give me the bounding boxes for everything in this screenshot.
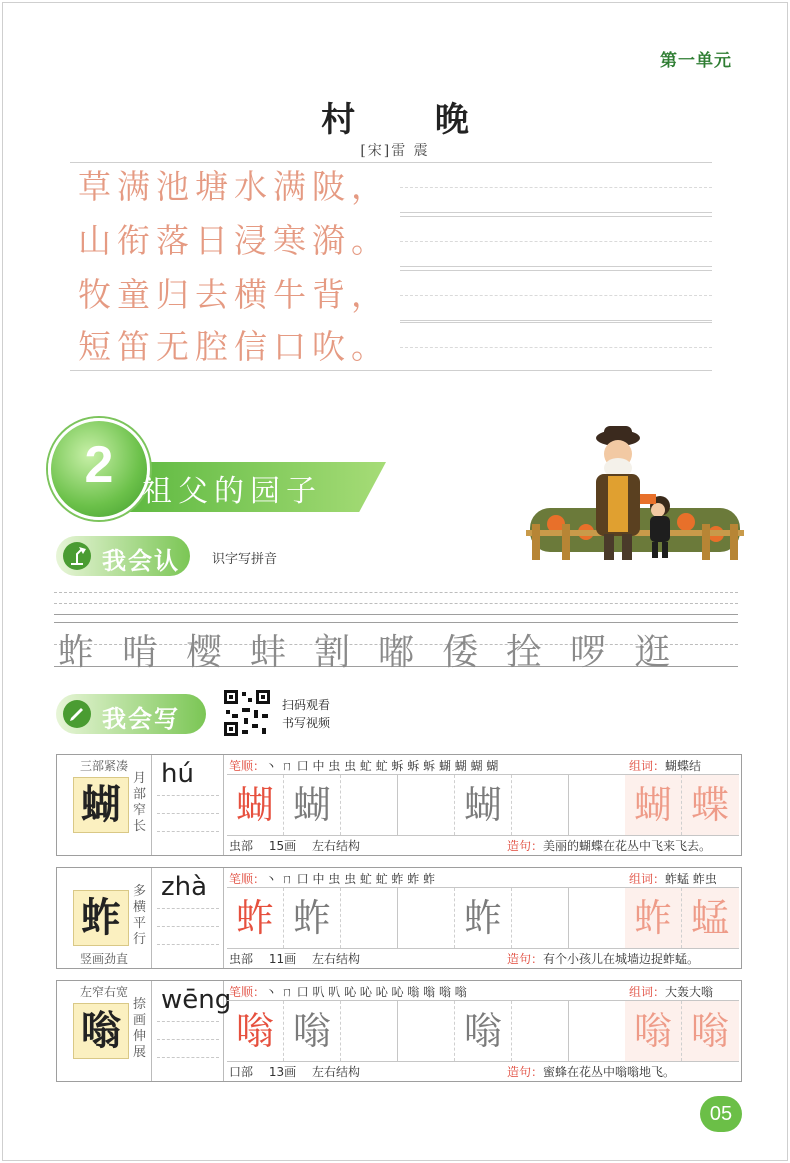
poem-author: [宋]雷 震 — [360, 143, 430, 159]
trace-char: 嗡 — [463, 1009, 502, 1053]
character-info — [229, 837, 360, 854]
structure: 左右结构 — [311, 839, 360, 853]
word-group-label: 组词： — [629, 985, 666, 999]
character-tips-panel — [57, 981, 152, 1081]
stroke-count: 13画 — [268, 1065, 297, 1079]
word-group-words: 大轰大嗡 — [665, 985, 714, 999]
recognize-characters — [58, 624, 698, 675]
pencil-icon — [62, 700, 92, 728]
writing-tip: 三部紧凑 — [79, 759, 128, 773]
stroke-order-sequence: 丶 ㄇ 口 中 虫 虫 虻 虻 蚱 蚱 蚱 — [265, 872, 436, 886]
word-practice-box — [625, 1001, 739, 1061]
stroke-order-sequence: 丶 ㄇ 口 叭 叭 吣 吣 吣 吣 嗡 嗡 嗡 嗡 — [265, 985, 467, 999]
recognize-char: 割 — [314, 632, 379, 673]
poem-line-text: 牧童归去横牛背， — [78, 275, 390, 314]
grandfather-child-illustration — [526, 424, 744, 564]
sentence-text: 有个小孩儿在城墙边捉蚱蜢。 — [543, 952, 700, 966]
word-practice-box — [625, 775, 739, 835]
recognize-section-header — [56, 536, 190, 576]
word-char: 嗡 — [690, 1009, 729, 1053]
trace-char: 蝴 — [292, 783, 331, 827]
stroke-count: 15画 — [268, 839, 297, 853]
example-sentence — [507, 950, 699, 967]
word-group-words: 蝴蝶结 — [665, 759, 702, 773]
poem-line-text: 山衔落日浸寒漪。 — [78, 221, 390, 260]
word-practice-box — [625, 888, 739, 948]
pinyin: zhà — [161, 872, 208, 902]
poem-line-text: 短笛无腔信口吹。 — [78, 327, 390, 366]
stroke-order-label: 笔顺： — [229, 872, 266, 886]
stroke-order-label: 笔顺： — [229, 759, 266, 773]
recognize-subtitle: 识字写拼音 — [212, 552, 278, 567]
character-card — [56, 980, 742, 1082]
radical: 口部 — [229, 1065, 254, 1079]
sentence-text: 美丽的蝴蝶在花丛中飞来飞去。 — [543, 839, 712, 853]
structure: 左右结构 — [311, 952, 360, 966]
trace-char-red: 蝴 — [235, 783, 274, 827]
word-char: 蚱 — [633, 896, 672, 940]
character-card — [56, 867, 742, 969]
model-character: 嗡 — [73, 1003, 129, 1059]
word-char: 蜢 — [690, 896, 729, 940]
trace-char-red: 嗡 — [235, 1009, 274, 1053]
recognize-char: 樱 — [186, 632, 251, 673]
radical: 虫部 — [229, 952, 254, 966]
tracing-grid — [227, 1000, 739, 1062]
qr-code[interactable] — [222, 688, 272, 738]
tracing-grid — [227, 774, 739, 836]
word-group-words: 蚱蜢 蚱虫 — [665, 872, 717, 886]
write-label: 我会写 — [102, 705, 180, 733]
sentence-label: 造句： — [507, 952, 544, 966]
recognize-char: 拴 — [506, 632, 571, 673]
character-info — [229, 950, 360, 967]
poem-line — [70, 270, 712, 320]
word-group — [629, 983, 713, 1000]
trace-char: 蝴 — [463, 783, 502, 827]
recognize-char: 蚱 — [58, 632, 123, 673]
poem-line — [70, 322, 712, 372]
qr-caption-line: 扫码观看 — [282, 698, 331, 712]
stroke-order — [229, 870, 435, 887]
trace-char: 蚱 — [463, 896, 502, 940]
stroke-order — [229, 983, 467, 1000]
word-char: 蝴 — [633, 783, 672, 827]
writing-tip: 左窄右宽 — [79, 985, 128, 999]
word-char: 蝶 — [690, 783, 729, 827]
character-tips-panel — [57, 868, 152, 968]
radical: 虫部 — [229, 839, 254, 853]
character-tips-panel — [57, 755, 152, 855]
pinyin-box — [153, 981, 232, 1081]
poem-line-text: 草满池塘水满陂， — [78, 167, 390, 206]
qr-caption-line: 书写视频 — [282, 716, 331, 730]
word-group-label: 组词： — [629, 759, 666, 773]
writing-tip-side: 多横平行 — [133, 884, 147, 947]
character-card — [56, 754, 742, 856]
example-sentence — [507, 837, 711, 854]
recognize-char: 蚌 — [250, 632, 315, 673]
trace-char: 嗡 — [292, 1009, 331, 1053]
word-group-label: 组词： — [629, 872, 666, 886]
example-sentence — [507, 1063, 675, 1080]
lesson-title: 祖父的园子 — [142, 474, 322, 509]
poem-title: 村 晚 — [321, 100, 503, 140]
recognize-char: 啃 — [122, 632, 187, 673]
recognize-char: 啰 — [570, 632, 635, 673]
writing-tip-bottom: 竖画劲直 — [79, 952, 128, 966]
word-group — [629, 757, 701, 774]
unit-label: 第一单元 — [660, 51, 732, 71]
model-character: 蚱 — [73, 890, 129, 946]
word-group — [629, 870, 717, 887]
write-section-header — [56, 694, 206, 734]
recognize-char: 逛 — [634, 632, 699, 673]
trace-char-red: 蚱 — [235, 896, 274, 940]
stroke-order-label: 笔顺： — [229, 985, 266, 999]
pinyin-box — [153, 868, 224, 968]
page-number: 05 — [700, 1096, 742, 1132]
pinyin-box — [153, 755, 224, 855]
writing-tip-side: 捺画伸展 — [133, 997, 147, 1060]
recognize-label: 我会认 — [102, 547, 180, 575]
lesson-number: 2 — [84, 436, 114, 494]
sentence-text: 蜜蜂在花丛中嗡嗡地飞。 — [543, 1065, 676, 1079]
pinyin: wēng — [161, 985, 232, 1015]
sentence-label: 造句： — [507, 839, 544, 853]
recognize-char: 嘟 — [378, 632, 443, 673]
poem-line — [70, 216, 712, 266]
guide-line — [54, 614, 738, 615]
sentence-label: 造句： — [507, 1065, 544, 1079]
poem-line — [70, 162, 712, 212]
desk-lamp-icon — [62, 542, 92, 570]
qr-caption — [282, 696, 330, 732]
stroke-order-sequence: 丶 ㄇ 口 中 虫 虫 虻 虻 蚸 蚸 蚸 蝴 蝴 蝴 蝴 — [265, 759, 499, 773]
pinyin: hú — [161, 759, 194, 789]
trace-char: 蚱 — [292, 896, 331, 940]
guide-line — [54, 622, 738, 623]
stroke-count: 11画 — [268, 952, 297, 966]
structure: 左右结构 — [311, 1065, 360, 1079]
tracing-grid — [227, 887, 739, 949]
character-info — [229, 1063, 360, 1080]
guide-line — [54, 603, 738, 604]
stroke-order — [229, 757, 498, 774]
lesson-number-badge — [48, 418, 150, 520]
writing-tip-side: 月部窄长 — [133, 771, 147, 834]
model-character: 蝴 — [73, 777, 129, 833]
recognize-char: 倭 — [442, 632, 507, 673]
guide-line — [54, 592, 738, 593]
word-char: 嗡 — [633, 1009, 672, 1053]
